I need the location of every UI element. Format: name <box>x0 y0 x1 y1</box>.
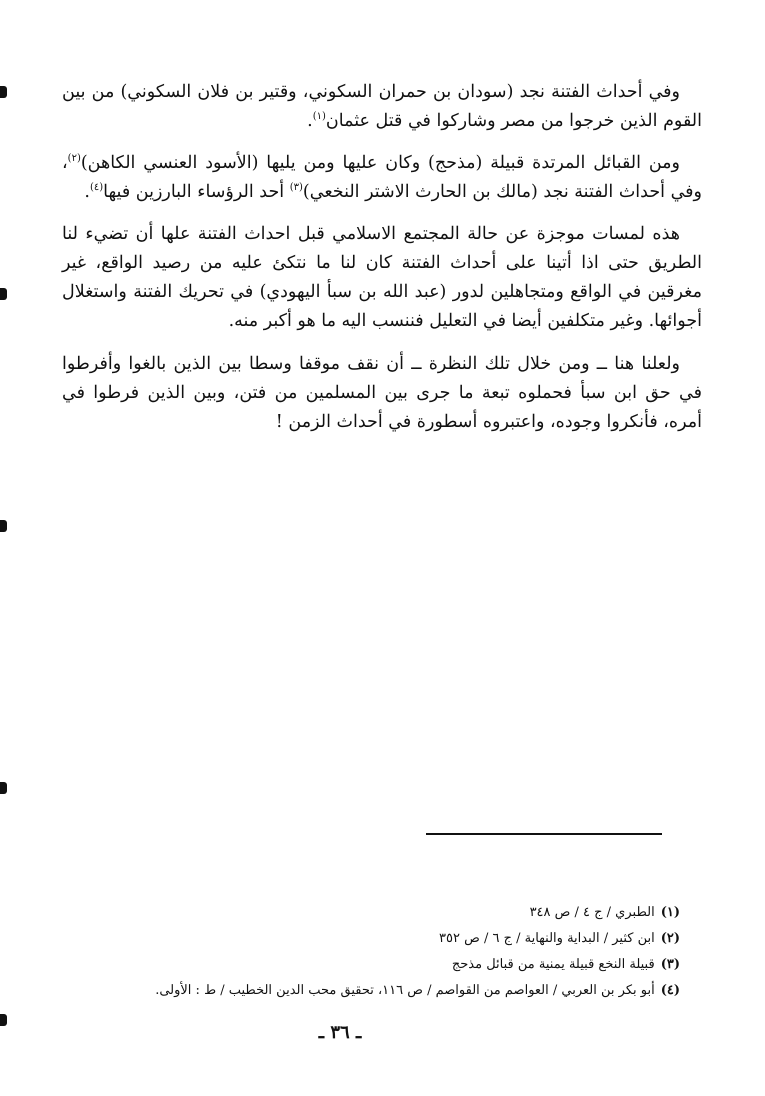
paragraph-2: ومن القبائل المرتدة قبيلة (مذحج) وكان عليها ومن يليها (الأسود العنسي الكاهن)$^{(٢)}$، وفي أحداث الفتنة نجد (مالك بن الحارث الاشتر النخعي)$^{(٣)}$ أحد الرؤساء البارزين فيها$^{(٤)}$. <box>62 153 702 202</box>
footnote-ref: (٣) <box>289 182 303 194</box>
footnote-ref: (١) <box>312 111 326 123</box>
scan-edge-mark <box>0 288 7 300</box>
page-number: ـ ٣٦ ـ <box>318 1022 362 1043</box>
main-text <box>62 78 702 450</box>
footnote-3: (٣)قبيلة النخع قبيلة يمنية من قبائل مذحج <box>451 957 680 972</box>
footnote-divider <box>426 833 662 835</box>
footnote-4: (٤)أبو بكر بن العربي / العواصم من القواصم / ص ١١٦، تحقيق محب الدين الخطيب / ط : الأولى. <box>155 983 680 998</box>
footnotes <box>100 900 680 1004</box>
scan-edge-mark <box>0 520 7 532</box>
footnote-1: (١)الطبري / ج ٤ / ص ٣٤٨ <box>529 905 680 920</box>
paragraph-1: وفي أحداث الفتنة نجد (سودان بن حمران السكوني، وقتير بن فلان السكوني) من بين القوم الذين خرجوا من مصر وشاركوا في قتل عثمان$^{(١)}$. <box>62 82 702 131</box>
scan-edge-mark <box>0 782 7 794</box>
paragraph-4: ولعلنا هنا ــ ومن خلال تلك النظرة ــ أن نقف موقفا وسطا بين الذين بالغوا وأفرطوا في حق ابن سبأ فحملوه تبعة ما جرى بين المسلمين من فتن، وبين الذين فرطوا في أمره، فأنكروا وجوده، واعتبروه أسطورة في أحداث الزمن ! <box>62 354 702 432</box>
scan-edge-mark <box>0 1014 7 1026</box>
footnote-ref: (٤) <box>89 182 104 194</box>
footnote-2: (٢)ابن كثير / البداية والنهاية / ج ٦ / ص ٣٥٢ <box>439 931 680 946</box>
footnote-ref: (٢) <box>67 153 81 165</box>
scan-edge-mark <box>0 86 7 98</box>
paragraph-3: هذه لمسات موجزة عن حالة المجتمع الاسلامي قبل احداث الفتنة علها أن تضيء لنا الطريق حتى اذا أتينا على أحداث الفتنة كان لنا ما نتكئ عليه من رصيد الواقع، غير مغرقين في الواقع ومتجاهلين لدور (عبد الله بن سبأ اليهودي) في تحريك الفتنة واستغلال أجوائها. وغير متكلفين أيضا في التعليل فننسب اليه ما هو أكبر منه. <box>62 224 702 331</box>
